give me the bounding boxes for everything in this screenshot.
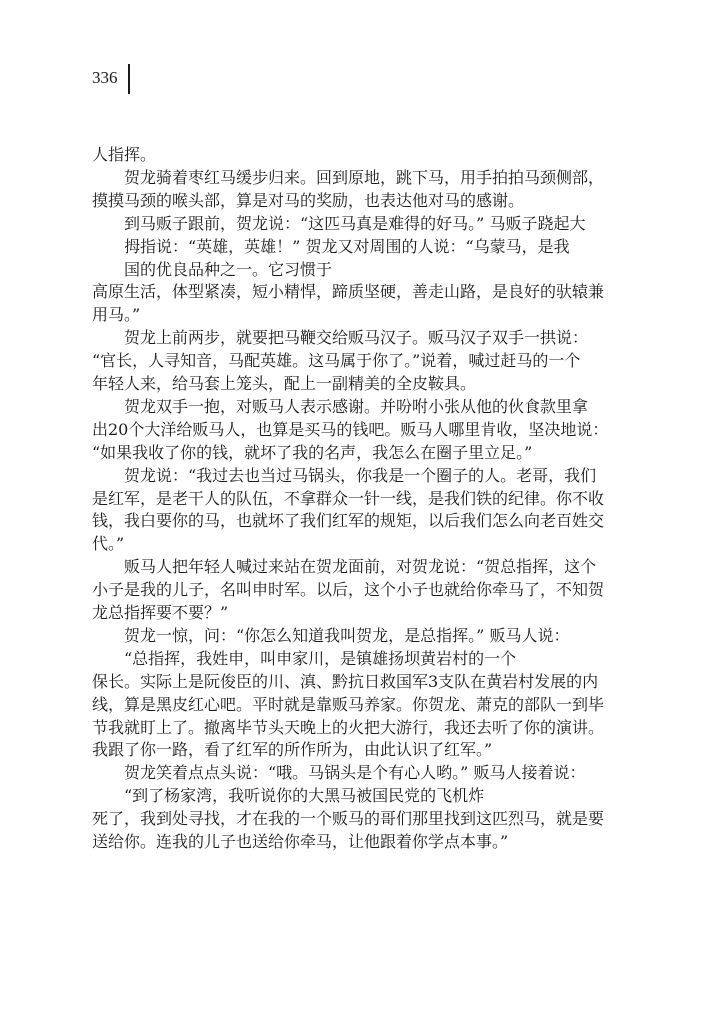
text-line: 是红军，是老干人的队伍，不拿群众一针一线，是我们铁的纪律。你不收 [92, 488, 605, 508]
text-line: 年轻人来，给马套上笼头，配上一副精美的全皮鞍具。 [92, 374, 477, 393]
text-line: 人指挥。 [92, 145, 157, 164]
text-line: 钱，我白要你的马，也就坏了我们红军的规矩，以后我们怎么向老百姓交 [92, 511, 605, 531]
text-line: “官长，人寻知音，马配英雄。这马属于你了。”说着，喊过赶马的一个 [92, 351, 581, 371]
text-line: 贺龙上前两步，就要把马鞭交给贩马汉子。贩马汉子双手一拱说： [124, 328, 589, 348]
text-line: 龙总指挥要不要？” [92, 603, 229, 622]
text-line: 我跟了你一路，看了红军的所作所为，由此认识了红军。” [92, 740, 493, 760]
text-line: 高原生活，体型紧凑，短小精悍，蹄质坚硬，善走山路，是良好的驮辕兼 [92, 282, 605, 302]
text-line: 代。” [92, 534, 125, 554]
text-line: 线，算是黑皮红心吧。平时就是靠贩马养家。你贺龙、萧克的部队一到毕 [92, 694, 605, 714]
text-line: 出20个大洋给贩马人，也算是买马的钱吧。贩马人哪里肯收，坚决地说： [92, 419, 609, 439]
text-line: 拇指说：“英雄，英雄！” 贺龙又对周围的人说：“乌蒙马，是我 [124, 236, 570, 256]
text-line: 节我就盯上了。撤离毕节头天晚上的火把大游行，我还去听了你的演讲。 [92, 717, 605, 737]
text-line: “总指挥，我姓申，叫申家川，是镇雄扬坝黄岩村的一个 [124, 648, 517, 668]
text-line: 贺龙骑着枣红马缓步归来。回到原地，跳下马，用手拍拍马颈侧部， [124, 167, 605, 187]
text-line: 贺龙一惊，问：“你怎么知道我叫贺龙，是总指挥。” 贩马人说： [124, 625, 570, 645]
text-line: 贺龙双手一抱，对贩马人表示感谢。并吩咐小张从他的伙食款里拿 [124, 396, 589, 416]
text-line: 贺龙说：“我过去也当过马锅头，你我是一个圈子的人。老哥，我们 [124, 465, 597, 485]
text-line: 保长。实际上是阮俊臣的川、滇、黔抗日救国军3支队在黄岩村发展的内 [92, 671, 599, 691]
text-line: 国的优良品种之一。它习惯于 [124, 259, 333, 279]
text-line: 死了，我到处寻找，才在我的一个贩马的哥们那里找到这匹烈马，就是要 [92, 809, 605, 829]
text-line: 用马。” [92, 305, 141, 325]
text-line: 摸摸马颈的喉头部，算是对马的奖励，也表达他对马的感谢。 [92, 190, 525, 210]
page-number: 336 [92, 68, 118, 87]
text-line: 贺龙笑着点点头说：“哦。马锅头是个有心人哟。” 贩马人接着说： [124, 763, 586, 783]
text-line: 到马贩子跟前，贺龙说：“这匹马真是难得的好马。” 马贩子跷起大 [124, 213, 586, 233]
text-line: “到了杨家湾，我听说你的大黑马被国民党的飞机炸 [124, 786, 485, 806]
text-line: “如果我收了你的钱，就坏了我的名声，我怎么在圈子里立足。” [92, 442, 533, 462]
text-line: 贩马人把年轻人喊过来站在贺龙面前，对贺龙说：“贺总指挥，这个 [124, 557, 597, 577]
text-line: 小子是我的儿子，名叫申时军。以后，这个小子也就给你牵马了，不知贺 [92, 580, 605, 600]
header-rule [128, 64, 130, 94]
text-line: 送给你。连我的儿子也送给你牵马，让他跟着你学点本事。” [92, 832, 509, 851]
